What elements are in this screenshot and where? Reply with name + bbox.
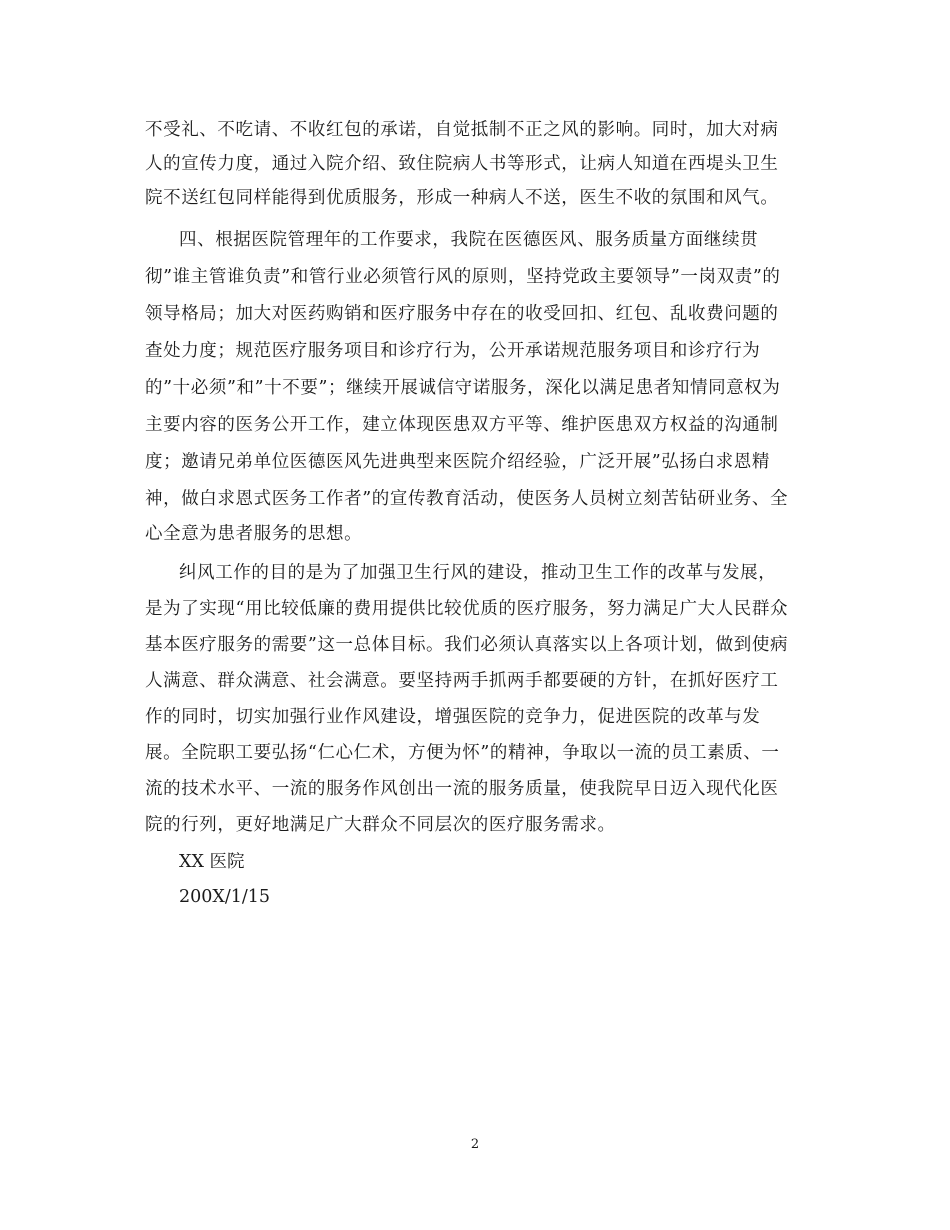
text-line: 查处力度；规范医疗服务项目和诊疗行为，公开承诺规范服务项目和诊疗行为: [145, 341, 761, 361]
text-line: 基本医疗服务的需要”这一总体目标。我们必须认真落实以上各项计划，做到使病: [145, 635, 789, 655]
text-line: 不受礼、不吃请、不收红包的承诺，自觉抵制不正之风的影响。同时，加大对病: [145, 120, 779, 140]
paragraph-start-line: 四、根据医院管理年的工作要求，我院在医德医风、服务质量方面继续贯: [179, 230, 759, 250]
text-line: 院的行列，更好地满足广大群众不同层次的医疗服务需求。: [145, 815, 616, 835]
text-line: 神，做白求恩式医务工作者”的宣传教育活动，使医务人员树立刻苦钻研业务、全: [145, 489, 789, 509]
text-line: 心全意为患者服务的思想。: [145, 524, 363, 544]
text-line: 人的宣传力度，通过入院介绍、致住院病人书等形式，让病人知道在西堤头卫生: [145, 154, 779, 174]
signature-date: 200X/1/15: [179, 887, 271, 907]
text-line: 人满意、群众满意、社会满意。要坚持两手抓两手都要硬的方针，在抓好医疗工: [145, 671, 779, 691]
text-line: 是为了实现“用比较低廉的费用提供比较优质的医疗服务，努力满足广大人民群众: [145, 599, 789, 619]
text-line: 作的同时，切实加强行业作风建设，增强医院的竞争力，促进医院的改革与发: [145, 707, 761, 727]
page-number: 2: [470, 1137, 480, 1152]
signature-organization: XX 医院: [179, 852, 245, 872]
text-line: 流的技术水平、一流的服务作风创出一流的服务质量，使我院早日迈入现代化医: [145, 779, 779, 799]
text-line: 的”十必须”和”十不要”；继续开展诚信守诺服务，深化以满足患者知情同意权为: [145, 378, 781, 398]
text-line: 主要内容的医务公开工作，建立体现医患双方平等、维护医患双方权益的沟通制: [145, 415, 779, 435]
paragraph-start-line: 纠风工作的目的是为了加强卫生行风的建设，推动卫生工作的改革与发展，: [179, 563, 777, 583]
text-line: 领导格局；加大对医药购销和医疗服务中存在的收受回扣、红包、乱收费问题的: [145, 304, 779, 324]
text-line: 彻”谁主管谁负责”和管行业必须管行风的原则，坚持党政主要领导”一岗双责”的: [145, 267, 781, 287]
text-line: 展。全院职工要弘扬“仁心仁术，方便为怀”的精神，争取以一流的员工素质、一: [145, 743, 780, 763]
text-line: 度；邀请兄弟单位医德医风先进典型来医院介绍经验，广泛开展”弘扬白求恩精: [145, 452, 770, 472]
text-line: 院不送红包同样能得到优质服务，形成一种病人不送，医生不收的氛围和风气。: [145, 188, 779, 208]
